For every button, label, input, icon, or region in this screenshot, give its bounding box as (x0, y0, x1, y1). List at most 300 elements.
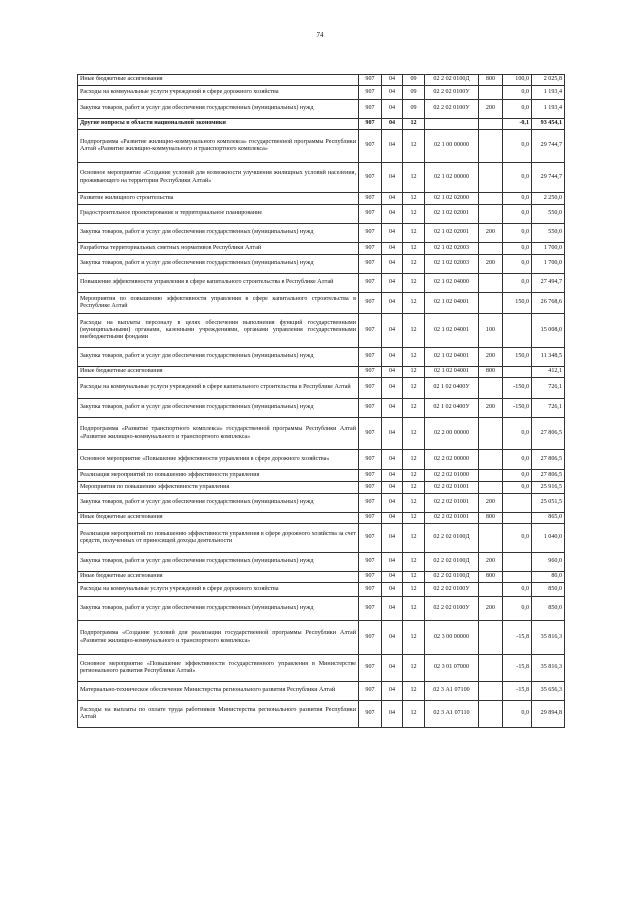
table-row (78, 255, 565, 274)
row-section-code: 04 (382, 399, 403, 418)
row-ministry-code: 907 (359, 701, 382, 728)
page-number: 74 (316, 31, 324, 39)
row-ministry-code: 907 (359, 494, 382, 513)
row-change-amount: 100,0 (503, 75, 532, 86)
row-total-amount: 726,1 (532, 378, 565, 399)
row-name: Закупка товаров, работ и услуг для обеспечения государственных (муниципальных) нужд (78, 100, 359, 119)
row-section-code: 04 (382, 597, 403, 621)
row-expense-type-code: 800 (479, 75, 503, 86)
table-row (78, 224, 565, 243)
row-total-amount: 1 193,4 (532, 100, 565, 119)
row-subsection-code: 12 (403, 572, 425, 583)
row-total-amount: 35 816,3 (532, 621, 565, 655)
table-row (78, 399, 565, 418)
table-row (78, 524, 565, 553)
row-name: Иные бюджетные ассигнования (78, 513, 359, 524)
row-total-amount: 26 768,6 (532, 293, 565, 314)
row-ministry-code: 907 (359, 418, 382, 450)
row-expense-type-code: 200 (479, 494, 503, 513)
table-row (78, 367, 565, 378)
row-subsection-code: 12 (403, 255, 425, 274)
table-row (78, 583, 565, 597)
row-change-amount: -0,1 (503, 119, 532, 130)
row-section-code: 04 (382, 418, 403, 450)
row-total-amount: 29 744,7 (532, 163, 565, 193)
row-target-article-code: 02 1 02 0400У (425, 378, 479, 399)
row-total-amount: 1 193,4 (532, 86, 565, 100)
row-section-code: 04 (382, 86, 403, 100)
row-name: Закупка товаров, работ и услуг для обеспечения государственных (муниципальных) нужд (78, 399, 359, 418)
row-name: Иные бюджетные ассигнования (78, 572, 359, 583)
row-ministry-code: 907 (359, 86, 382, 100)
table-row (78, 482, 565, 494)
row-target-article-code: 02 2 02 01001 (425, 513, 479, 524)
row-total-amount: 2 250,0 (532, 193, 565, 205)
row-change-amount (503, 553, 532, 572)
row-ministry-code: 907 (359, 513, 382, 524)
row-name: Закупка товаров, работ и услуг для обеспечения государственных (муниципальных) нужд (78, 494, 359, 513)
row-name: Развитие жилищного строительства (78, 193, 359, 205)
row-expense-type-code (479, 655, 503, 682)
row-expense-type-code: 800 (479, 513, 503, 524)
row-target-article-code: 02 2 00 00000 (425, 418, 479, 450)
row-expense-type-code: 100 (479, 314, 503, 348)
row-ministry-code: 907 (359, 293, 382, 314)
row-expense-type-code (479, 193, 503, 205)
row-subsection-code: 12 (403, 524, 425, 553)
row-change-amount: 0,0 (503, 701, 532, 728)
row-ministry-code: 907 (359, 621, 382, 655)
row-name: Расходы на выплаты по оплате труда работников Министерства регионального развития Республики Алтай (78, 701, 359, 728)
table-row (78, 494, 565, 513)
row-change-amount (503, 494, 532, 513)
row-ministry-code: 907 (359, 583, 382, 597)
row-section-code: 04 (382, 482, 403, 494)
table-row (78, 75, 565, 86)
row-change-amount: 0,0 (503, 450, 532, 470)
row-ministry-code: 907 (359, 255, 382, 274)
budget-table (77, 74, 565, 728)
table-row (78, 682, 565, 701)
row-expense-type-code (479, 621, 503, 655)
row-subsection-code: 12 (403, 224, 425, 243)
row-target-article-code: 02 1 02 04001 (425, 314, 479, 348)
row-name: Мероприятия по повышению эффективности управления в сфере капитального строительства в Республике Алтай (78, 293, 359, 314)
row-total-amount: 27 806,5 (532, 418, 565, 450)
row-change-amount: 150,0 (503, 348, 532, 367)
row-ministry-code: 907 (359, 470, 382, 482)
row-subsection-code: 12 (403, 701, 425, 728)
row-expense-type-code (479, 274, 503, 293)
row-ministry-code: 907 (359, 597, 382, 621)
table-row (78, 119, 565, 130)
row-ministry-code: 907 (359, 130, 382, 163)
table-row (78, 293, 565, 314)
table-row (78, 418, 565, 450)
row-expense-type-code (479, 701, 503, 728)
table-row (78, 348, 565, 367)
row-name: Расходы на коммунальные услуги учреждений в сфере дорожного хозяйства (78, 86, 359, 100)
row-target-article-code: 02 2 02 00000 (425, 450, 479, 470)
row-target-article-code: 02 1 02 04001 (425, 348, 479, 367)
table-row (78, 86, 565, 100)
row-change-amount (503, 314, 532, 348)
row-subsection-code: 12 (403, 293, 425, 314)
row-target-article-code: 02 1 02 00000 (425, 163, 479, 193)
row-subsection-code: 12 (403, 583, 425, 597)
row-target-article-code: 02 1 02 04001 (425, 293, 479, 314)
row-subsection-code: 09 (403, 86, 425, 100)
row-target-article-code: 02 3 01 07000 (425, 655, 479, 682)
row-target-article-code: 02 2 02 0100У (425, 100, 479, 119)
row-subsection-code: 12 (403, 205, 425, 224)
row-ministry-code: 907 (359, 450, 382, 470)
row-change-amount: 0,0 (503, 470, 532, 482)
row-section-code: 04 (382, 274, 403, 293)
row-target-article-code: 02 1 02 04001 (425, 367, 479, 378)
row-ministry-code: 907 (359, 193, 382, 205)
row-target-article-code: 02 1 02 02000 (425, 193, 479, 205)
row-change-amount: 150,0 (503, 293, 532, 314)
row-name: Расходы на коммунальные услуги учреждений в сфере дорожного хозяйства (78, 583, 359, 597)
row-change-amount (503, 572, 532, 583)
row-name: Закупка товаров, работ и услуг для обеспечения государственных (муниципальных) нужд (78, 553, 359, 572)
row-name: Материально-техническое обеспечение Министерства регионального развития Республики Алтай (78, 682, 359, 701)
row-ministry-code: 907 (359, 655, 382, 682)
row-ministry-code: 907 (359, 163, 382, 193)
table-row (78, 513, 565, 524)
row-total-amount: 850,0 (532, 583, 565, 597)
row-subsection-code: 12 (403, 482, 425, 494)
row-total-amount: 80,0 (532, 572, 565, 583)
row-subsection-code: 12 (403, 682, 425, 701)
row-section-code: 04 (382, 243, 403, 255)
row-name: Разработка территориальных сметных нормативов Республики Алтай (78, 243, 359, 255)
row-section-code: 04 (382, 205, 403, 224)
row-name: Градостроительное проектирование и территориальное планирование (78, 205, 359, 224)
row-total-amount: 27 806,5 (532, 450, 565, 470)
row-ministry-code: 907 (359, 367, 382, 378)
row-section-code: 04 (382, 655, 403, 682)
row-ministry-code: 907 (359, 553, 382, 572)
row-subsection-code: 12 (403, 274, 425, 293)
row-section-code: 04 (382, 450, 403, 470)
row-total-amount: 29 744,7 (532, 130, 565, 163)
row-change-amount: 0,0 (503, 163, 532, 193)
row-name: Иные бюджетные ассигнования (78, 75, 359, 86)
row-total-amount: 960,0 (532, 553, 565, 572)
row-change-amount: 0,0 (503, 597, 532, 621)
row-section-code: 04 (382, 293, 403, 314)
table-row (78, 205, 565, 224)
row-ministry-code: 907 (359, 572, 382, 583)
row-subsection-code: 12 (403, 314, 425, 348)
row-change-amount: 0,0 (503, 524, 532, 553)
row-name: Подпрограмма «Создание условий для реализации государственной программы Республики Алтай «Развитие жилищно-коммунального и транспортного комплекса» (78, 621, 359, 655)
row-name: Закупка товаров, работ и услуг для обеспечения государственных (муниципальных) нужд (78, 224, 359, 243)
table-row (78, 701, 565, 728)
row-subsection-code: 12 (403, 367, 425, 378)
row-expense-type-code (479, 524, 503, 553)
row-expense-type-code (479, 682, 503, 701)
row-subsection-code: 12 (403, 119, 425, 130)
row-total-amount: 850,0 (532, 597, 565, 621)
row-change-amount: 0,0 (503, 224, 532, 243)
row-expense-type-code (479, 450, 503, 470)
row-target-article-code: 02 1 02 02003 (425, 255, 479, 274)
row-section-code: 04 (382, 75, 403, 86)
row-change-amount: -15,8 (503, 655, 532, 682)
row-target-article-code: 02 1 00 00000 (425, 130, 479, 163)
row-name: Основное мероприятие «Создание условий для возможности улучшения жилищных условий населения, проживающего на территории Республики Алтай» (78, 163, 359, 193)
row-target-article-code: 02 2 02 0100Д (425, 75, 479, 86)
row-target-article-code: 02 2 02 01001 (425, 482, 479, 494)
row-expense-type-code (479, 119, 503, 130)
row-section-code: 04 (382, 193, 403, 205)
row-section-code: 04 (382, 494, 403, 513)
row-target-article-code: 02 2 02 0100У (425, 86, 479, 100)
row-subsection-code: 12 (403, 494, 425, 513)
row-subsection-code: 12 (403, 597, 425, 621)
row-target-article-code: 02 2 02 0100Д (425, 524, 479, 553)
row-section-code: 04 (382, 130, 403, 163)
row-subsection-code: 12 (403, 655, 425, 682)
row-expense-type-code (479, 86, 503, 100)
row-section-code: 04 (382, 524, 403, 553)
row-name: Закупка товаров, работ и услуг для обеспечения государственных (муниципальных) нужд (78, 255, 359, 274)
row-subsection-code: 12 (403, 130, 425, 163)
row-total-amount: 25 051,5 (532, 494, 565, 513)
row-change-amount: -15,8 (503, 682, 532, 701)
row-section-code: 04 (382, 470, 403, 482)
row-total-amount: 726,1 (532, 399, 565, 418)
row-target-article-code: 02 3 00 00000 (425, 621, 479, 655)
row-name: Основное мероприятие «Повышение эффективности государственного управления в Министерстве регионального развития Республики Алтай» (78, 655, 359, 682)
row-total-amount: 865,0 (532, 513, 565, 524)
row-name: Расходы на выплаты персоналу в целях обеспечения выполнения функций государственными (муниципальными) органами, казенными учреждениями, органами управления государственными внебюджетными фондами (78, 314, 359, 348)
row-subsection-code: 12 (403, 621, 425, 655)
row-target-article-code: 02 1 02 02003 (425, 243, 479, 255)
row-expense-type-code (479, 482, 503, 494)
row-name: Повышение эффективности управления в сфере капитального строительства в Республике Алтай (78, 274, 359, 293)
row-section-code: 04 (382, 100, 403, 119)
table-row (78, 314, 565, 348)
row-section-code: 04 (382, 314, 403, 348)
row-subsection-code: 12 (403, 399, 425, 418)
row-section-code: 04 (382, 348, 403, 367)
row-subsection-code: 12 (403, 193, 425, 205)
row-ministry-code: 907 (359, 205, 382, 224)
row-change-amount: 0,0 (503, 193, 532, 205)
row-ministry-code: 907 (359, 75, 382, 86)
row-subsection-code: 09 (403, 100, 425, 119)
row-target-article-code: 02 2 02 0100Д (425, 553, 479, 572)
row-expense-type-code: 200 (479, 348, 503, 367)
row-change-amount: 0,0 (503, 86, 532, 100)
row-total-amount: 27 494,7 (532, 274, 565, 293)
row-section-code: 04 (382, 701, 403, 728)
table-row (78, 450, 565, 470)
row-total-amount: 35 816,3 (532, 655, 565, 682)
row-total-amount: 35 656,3 (532, 682, 565, 701)
row-ministry-code: 907 (359, 243, 382, 255)
row-expense-type-code: 200 (479, 255, 503, 274)
row-target-article-code: 02 3 А1 07110 (425, 701, 479, 728)
row-name: Реализация мероприятий по повышению эффективности управления в сфере дорожного хозяйства за счет средств, полученных от приносящей доходы деятельности (78, 524, 359, 553)
row-total-amount: 1 700,0 (532, 243, 565, 255)
row-subsection-code: 12 (403, 418, 425, 450)
row-expense-type-code (479, 243, 503, 255)
row-target-article-code (425, 119, 479, 130)
row-change-amount: 0,0 (503, 482, 532, 494)
row-expense-type-code (479, 205, 503, 224)
row-ministry-code: 907 (359, 274, 382, 293)
row-total-amount: 15 008,0 (532, 314, 565, 348)
row-ministry-code: 907 (359, 378, 382, 399)
row-subsection-code: 12 (403, 243, 425, 255)
row-target-article-code: 02 2 02 01000 (425, 470, 479, 482)
row-name: Расходы на коммунальные услуги учреждений в сфере капитального строительства в Республике Алтай (78, 378, 359, 399)
row-target-article-code: 02 2 02 0100У (425, 583, 479, 597)
row-expense-type-code (479, 130, 503, 163)
row-expense-type-code: 800 (479, 367, 503, 378)
row-change-amount: -150,0 (503, 378, 532, 399)
row-target-article-code: 02 1 02 04000 (425, 274, 479, 293)
table-row (78, 100, 565, 119)
row-section-code: 04 (382, 255, 403, 274)
row-name: Другие вопросы в области национальной экономики (78, 119, 359, 130)
row-subsection-code: 12 (403, 378, 425, 399)
row-ministry-code: 907 (359, 100, 382, 119)
row-name: Закупка товаров, работ и услуг для обеспечения государственных (муниципальных) нужд (78, 348, 359, 367)
table-row (78, 274, 565, 293)
row-section-code: 04 (382, 119, 403, 130)
row-target-article-code: 02 1 02 0400У (425, 399, 479, 418)
row-section-code: 04 (382, 163, 403, 193)
row-ministry-code: 907 (359, 348, 382, 367)
row-total-amount: 550,0 (532, 224, 565, 243)
row-name: Закупка товаров, работ и услуг для обеспечения государственных (муниципальных) нужд (78, 597, 359, 621)
row-change-amount (503, 513, 532, 524)
row-target-article-code: 02 2 02 01001 (425, 494, 479, 513)
row-expense-type-code: 800 (479, 572, 503, 583)
row-section-code: 04 (382, 513, 403, 524)
row-name: Иные бюджетные ассигнования (78, 367, 359, 378)
table-row (78, 470, 565, 482)
row-ministry-code: 907 (359, 524, 382, 553)
row-section-code: 04 (382, 621, 403, 655)
row-change-amount (503, 367, 532, 378)
table-row (78, 130, 565, 163)
row-section-code: 04 (382, 572, 403, 583)
table-row (78, 655, 565, 682)
row-expense-type-code (479, 470, 503, 482)
table-row (78, 163, 565, 193)
row-subsection-code: 12 (403, 553, 425, 572)
table-row (78, 553, 565, 572)
table-row (78, 243, 565, 255)
row-total-amount: 27 806,5 (532, 470, 565, 482)
row-change-amount: -15,8 (503, 621, 532, 655)
row-change-amount: 0,0 (503, 130, 532, 163)
row-subsection-code: 12 (403, 163, 425, 193)
table-row (78, 621, 565, 655)
row-section-code: 04 (382, 224, 403, 243)
row-name: Реализация мероприятий по повышению эффективности управления (78, 470, 359, 482)
row-change-amount: 0,0 (503, 255, 532, 274)
row-section-code: 04 (382, 682, 403, 701)
row-section-code: 04 (382, 583, 403, 597)
row-name: Подпрограмма «Развитие жилищно-коммунального комплекса» государственной программы Республики Алтай «Развитие жилищно-коммунального и транспортного комплекса» (78, 130, 359, 163)
row-name: Подпрограмма «Развитие транспортного комплекса» государственной программы Республики Алтай «Развитие жилищно-коммунального и транспортного комплекса» (78, 418, 359, 450)
row-target-article-code: 02 3 А1 07100 (425, 682, 479, 701)
row-target-article-code: 02 2 02 0100Д (425, 572, 479, 583)
row-expense-type-code (479, 293, 503, 314)
row-subsection-code: 12 (403, 513, 425, 524)
row-expense-type-code: 200 (479, 553, 503, 572)
row-total-amount: 2 025,8 (532, 75, 565, 86)
row-total-amount: 11 348,5 (532, 348, 565, 367)
row-ministry-code: 907 (359, 482, 382, 494)
row-ministry-code: 907 (359, 399, 382, 418)
table-row (78, 597, 565, 621)
row-target-article-code: 02 1 02 02001 (425, 205, 479, 224)
row-total-amount: 29 894,8 (532, 701, 565, 728)
row-change-amount: 0,0 (503, 418, 532, 450)
row-total-amount: 412,1 (532, 367, 565, 378)
row-section-code: 04 (382, 378, 403, 399)
row-name: Основное мероприятие «Повышение эффективности управления в сфере дорожного хозяйства» (78, 450, 359, 470)
row-change-amount: -150,0 (503, 399, 532, 418)
row-section-code: 04 (382, 367, 403, 378)
row-expense-type-code: 200 (479, 597, 503, 621)
row-ministry-code: 907 (359, 119, 382, 130)
row-total-amount: 25 916,5 (532, 482, 565, 494)
row-ministry-code: 907 (359, 682, 382, 701)
row-change-amount: 0,0 (503, 274, 532, 293)
table-row (78, 193, 565, 205)
table-row (78, 378, 565, 399)
row-subsection-code: 12 (403, 470, 425, 482)
row-total-amount: 93 454,1 (532, 119, 565, 130)
row-change-amount: 0,0 (503, 243, 532, 255)
row-expense-type-code: 200 (479, 224, 503, 243)
row-expense-type-code (479, 418, 503, 450)
row-change-amount: 0,0 (503, 205, 532, 224)
row-section-code: 04 (382, 553, 403, 572)
row-name: Мероприятия по повышению эффективности управления (78, 482, 359, 494)
row-target-article-code: 02 2 02 0100У (425, 597, 479, 621)
row-ministry-code: 907 (359, 224, 382, 243)
row-expense-type-code: 200 (479, 399, 503, 418)
row-ministry-code: 907 (359, 314, 382, 348)
row-change-amount: 0,0 (503, 583, 532, 597)
table-row (78, 572, 565, 583)
row-subsection-code: 09 (403, 75, 425, 86)
budget-table-body (78, 75, 565, 728)
row-subsection-code: 12 (403, 450, 425, 470)
row-expense-type-code (479, 583, 503, 597)
row-expense-type-code (479, 163, 503, 193)
row-total-amount: 1 700,0 (532, 255, 565, 274)
row-total-amount: 1 040,0 (532, 524, 565, 553)
row-expense-type-code: 200 (479, 100, 503, 119)
row-total-amount: 550,0 (532, 205, 565, 224)
row-change-amount: 0,0 (503, 100, 532, 119)
row-expense-type-code (479, 378, 503, 399)
row-subsection-code: 12 (403, 348, 425, 367)
row-target-article-code: 02 1 02 02001 (425, 224, 479, 243)
